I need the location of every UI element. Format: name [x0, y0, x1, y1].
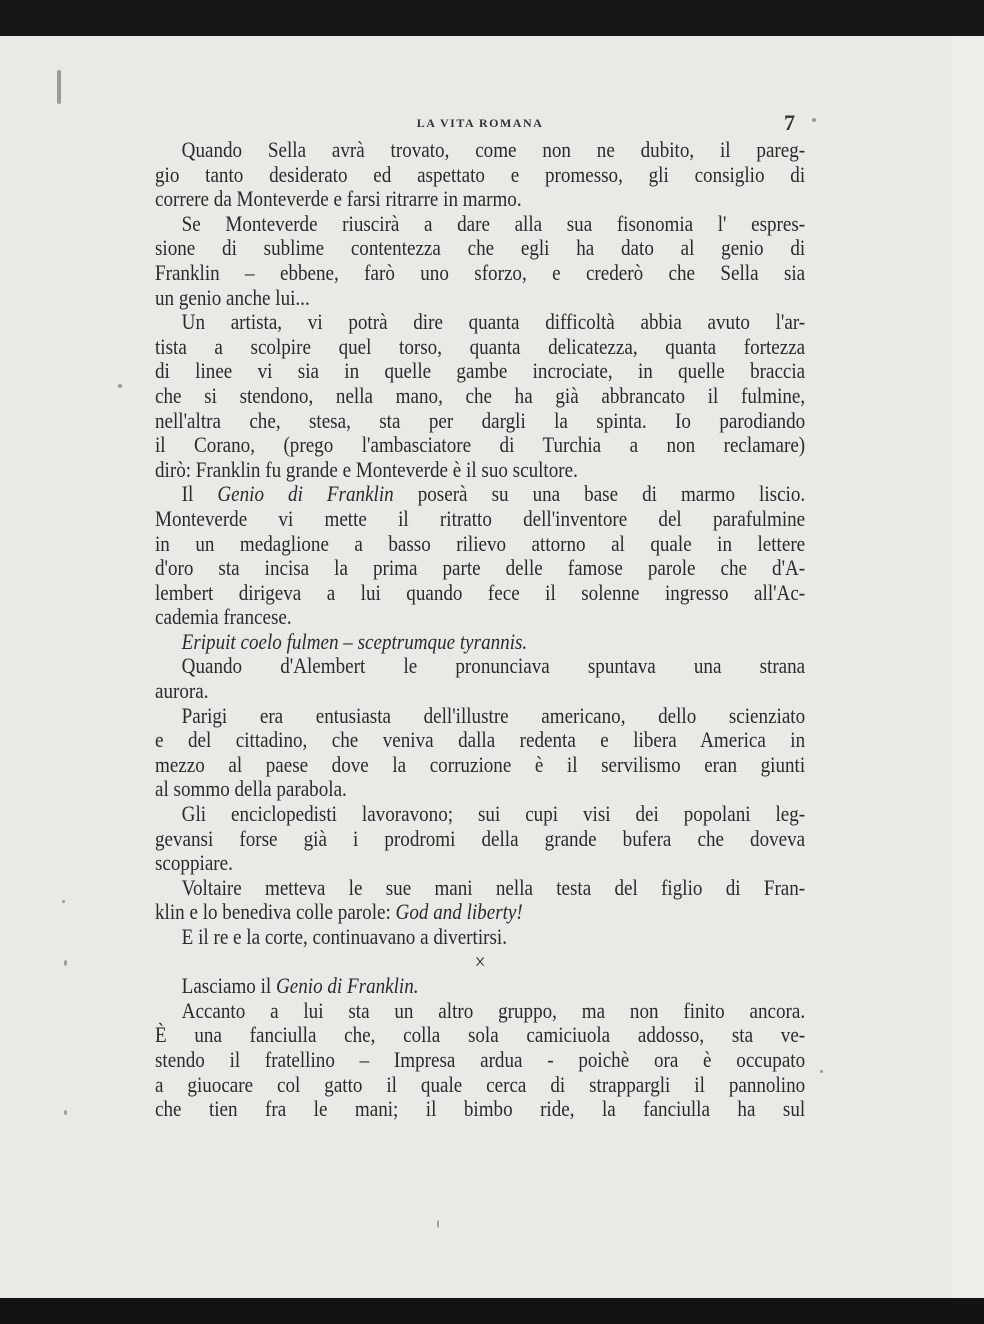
text-line: che si stendono, nella mano, che ha già abbrancato il fulmine,: [155, 382, 806, 408]
italic-title: Genio di Franklin.: [275, 973, 419, 999]
text-line: gevansi forse già i prodromi della grande bufera che doveva: [155, 825, 806, 851]
text-line: un genio anche lui...: [155, 284, 310, 310]
page-content: [155, 110, 805, 1122]
text-line: Voltaire metteva le sue mani nella testa del figlio di Fran-: [181, 874, 806, 900]
page-number: 7: [784, 110, 795, 135]
italic-title: Genio di Franklin: [217, 481, 394, 507]
text-line: Gli enciclopedisti lavoravono; sui cupi visi dei popolani leg-: [181, 801, 806, 827]
page-header: [155, 110, 805, 138]
text-line: Monteverde vi mette il ritratto dell'inventore del parafulmine: [155, 505, 806, 531]
latin-quote: Eripuit coelo fulmen – sceptrumque tyrannis.: [181, 628, 528, 654]
text-line: È una fanciulla che, colla sola camiciuola addosso, sta ve-: [155, 1022, 806, 1048]
text-line: gio tanto desiderato ed aspettato e promesso, gli consiglio di: [155, 161, 806, 187]
text-fragment: Il: [181, 481, 194, 507]
text-line: Parigi era entusiasta dell'illustre americano, dello scienziato: [181, 702, 806, 728]
text-line: Un artista, vi potrà dire quanta difficoltà abbia avuto l'ar-: [181, 309, 806, 335]
text-line: Quando d'Alembert le pronunciava spuntava una strana: [181, 653, 806, 679]
text-line: sione di sublime contentezza che egli ha dato al genio di: [155, 235, 806, 261]
text-line: dirò: Franklin fu grande e Monteverde è il suo scultore.: [155, 456, 578, 482]
text-line: nell'altra che, stesa, sta per dargli la spinta. Io parodiando: [155, 407, 806, 433]
text-line: Franklin – ebbene, farò uno sforzo, e crederò che Sella sia: [155, 259, 806, 285]
scan-border-top: [0, 0, 984, 36]
paper-edge-right: [952, 36, 984, 1298]
text-line: stendo il fratellino – Impresa ardua - poichè ora è occupato: [155, 1046, 806, 1072]
text-fragment: Lasciamo il: [181, 973, 272, 999]
text-line: correre da Monteverde e farsi ritrarre in marmo.: [155, 186, 522, 212]
text-line: [155, 900, 805, 925]
running-head: LA VITA ROMANA: [416, 116, 544, 130]
text-line: E il re e la corte, continuavano a divertirsi.: [181, 924, 507, 949]
section-separator: ×: [474, 948, 486, 974]
text-line: che tien fra le mani; il bimbo ride, la fanciulla ha sul: [155, 1096, 806, 1122]
text-line: Accanto a lui sta un altro gruppo, ma non finito ancora.: [181, 997, 806, 1023]
text-line: d'oro sta incisa la prima parte delle famose parole che d'A-: [155, 555, 806, 581]
text-line: [155, 974, 805, 999]
text-fragment: klin e lo benediva colle parole:: [155, 899, 391, 925]
text-line: cademia francese.: [155, 604, 292, 630]
text-line: Se Monteverde riuscirà a dare alla sua fisonomia l' espres-: [181, 210, 806, 236]
scan-border-bottom: [0, 1298, 984, 1324]
body-text: [155, 138, 805, 1122]
text-line: aurora.: [155, 678, 209, 704]
text-line: Quando Sella avrà trovato, come non ne dubito, il pareg-: [181, 137, 806, 162]
text-line: lembert dirigeva a lui quando fece il solenne ingresso all'Ac-: [155, 579, 806, 605]
text-line: in un medaglione a basso rilievo attorno al quale in lettere: [155, 530, 806, 556]
text-line: scoppiare.: [155, 850, 233, 876]
text-line: il Corano, (prego l'ambasciatore di Turchia a non reclamare): [155, 432, 806, 458]
italic-phrase: God and liberty!: [395, 899, 523, 925]
text-line: [155, 482, 805, 507]
text-line: a giuocare col gatto il quale cerca di strappargli il pannolino: [155, 1071, 806, 1097]
text-line: di linee vi sia in quelle gambe incrociate, in quelle braccia: [155, 358, 806, 384]
text-line: tista a scolpire quel torso, quanta delicatezza, quanta fortezza: [155, 333, 806, 359]
text-line: e del cittadino, che veniva dalla redenta e libera America in: [155, 727, 806, 753]
text-line: mezzo al paese dove la corruzione è il servilismo eran giunti: [155, 751, 806, 777]
text-line: al sommo della parabola.: [155, 776, 347, 802]
text-fragment: poserà su una base di marmo liscio.: [417, 481, 806, 507]
